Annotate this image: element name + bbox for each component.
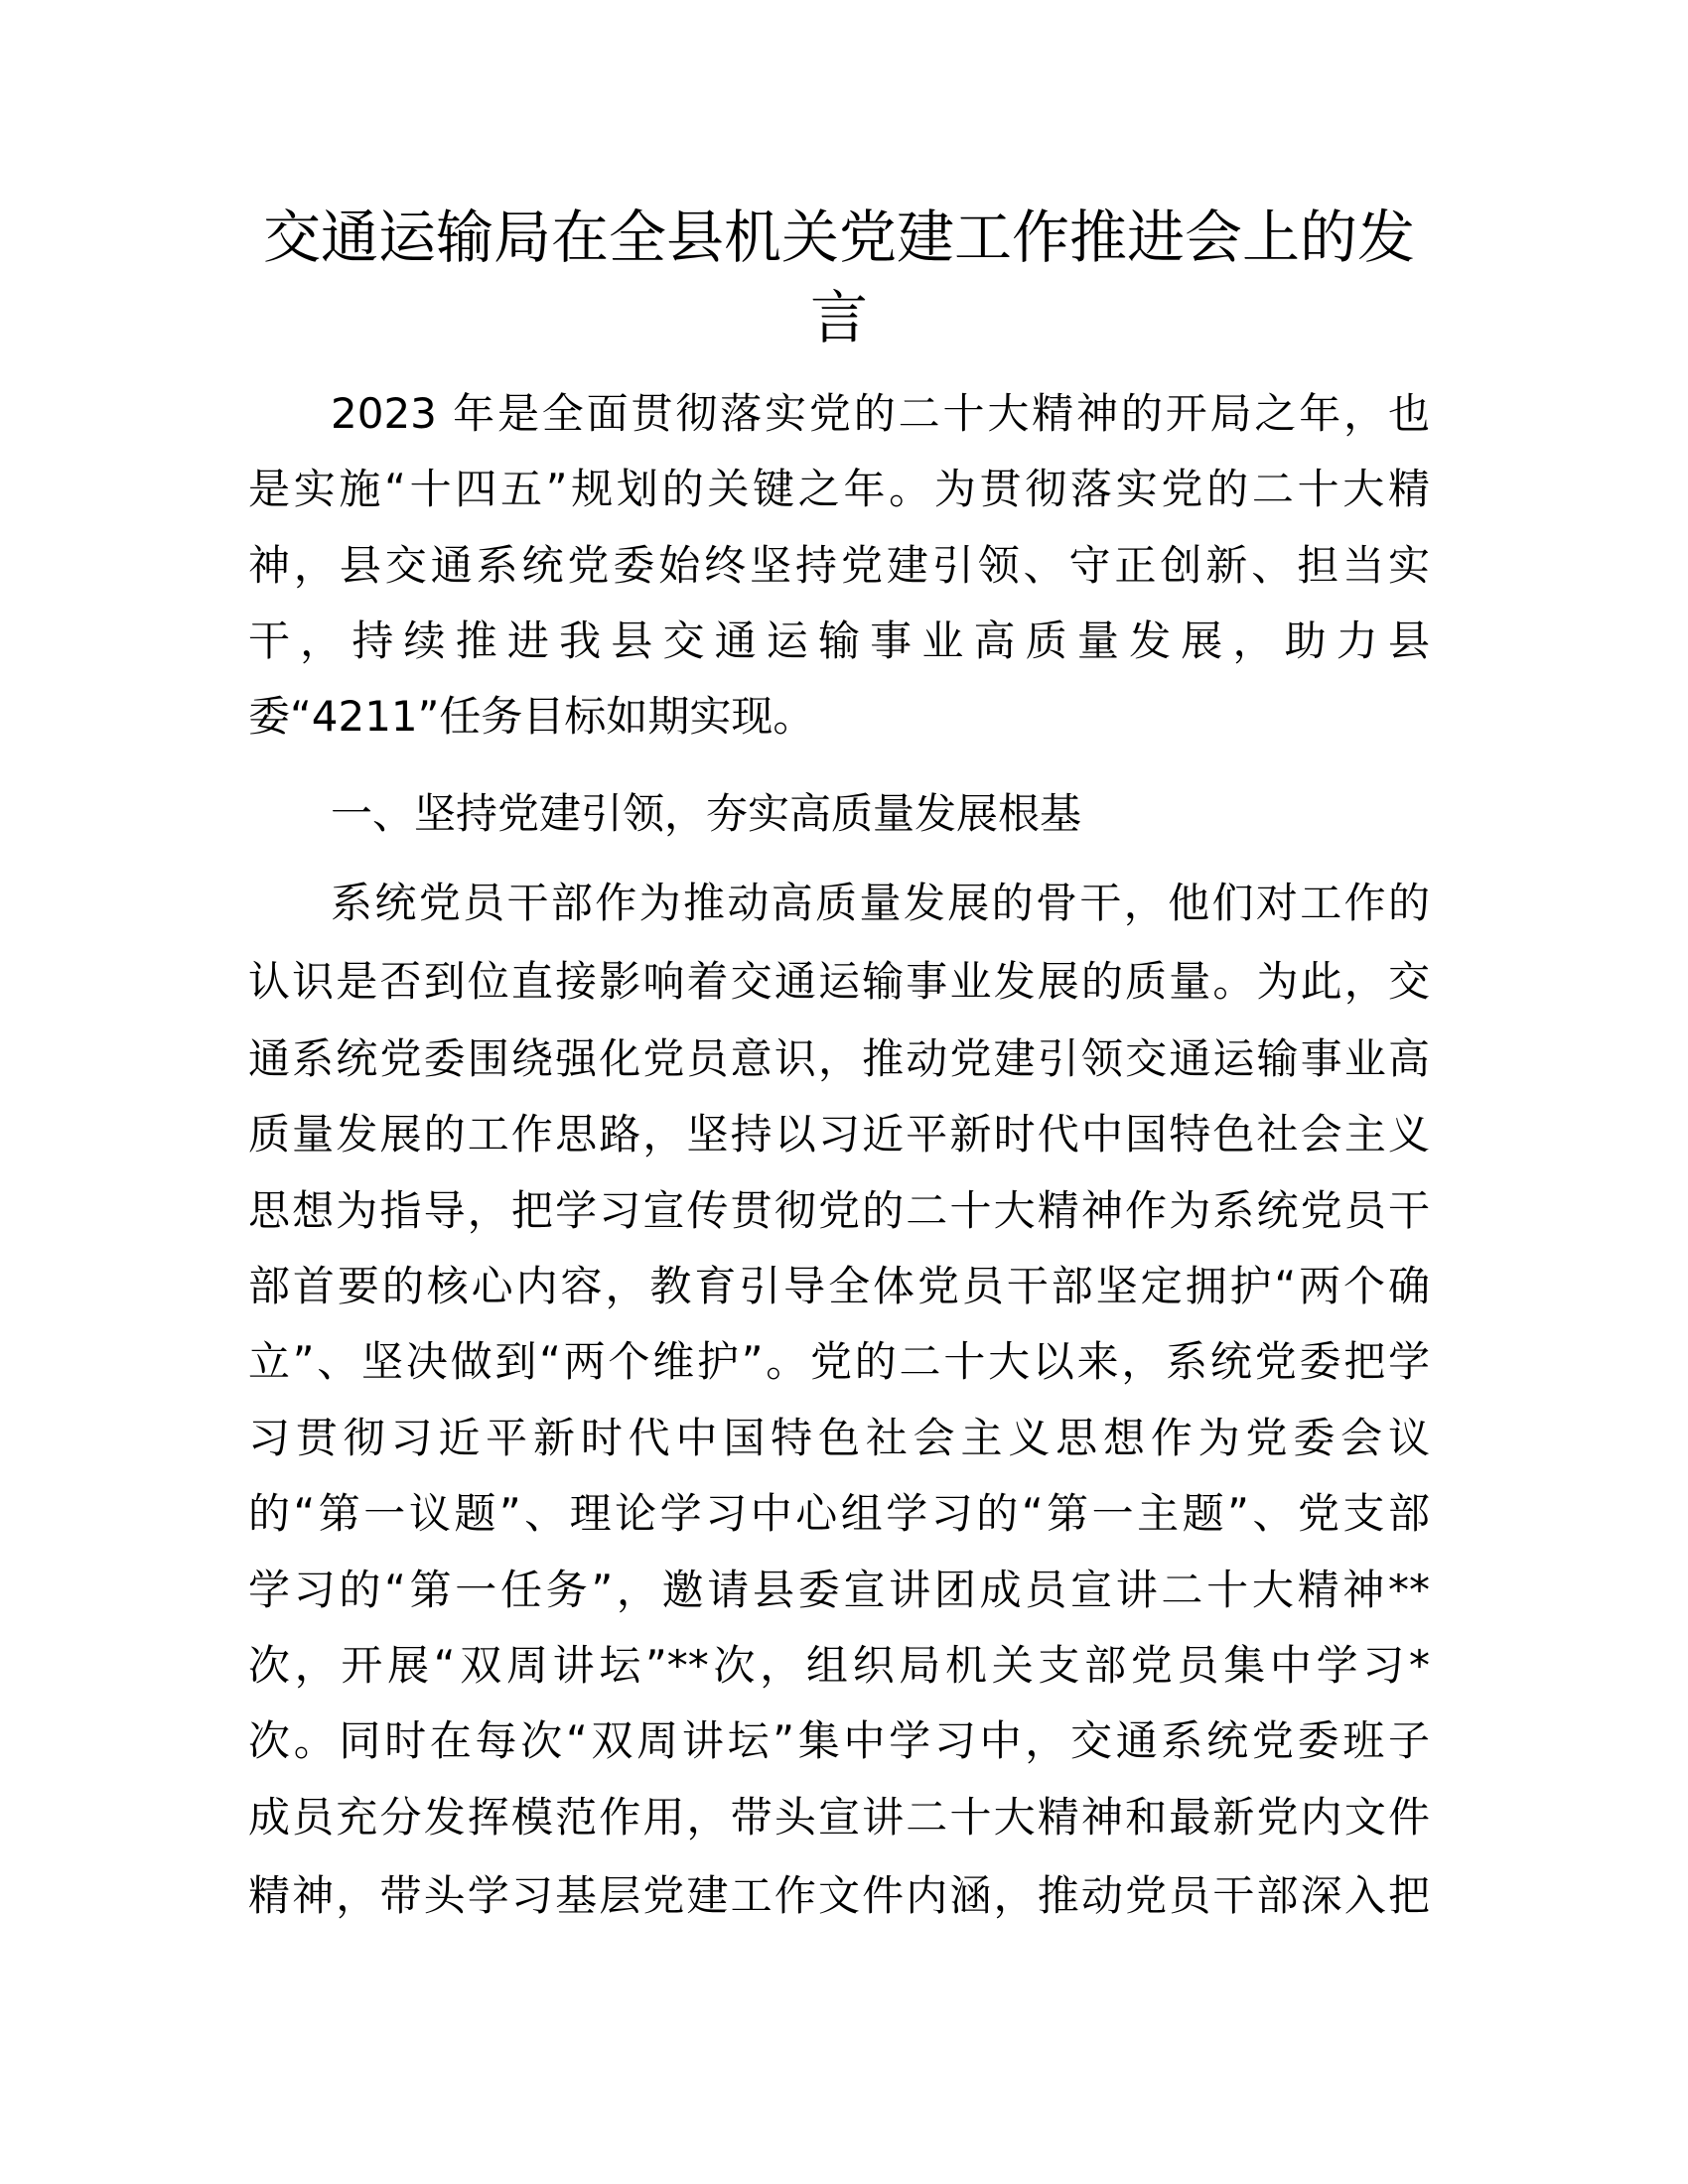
paragraph-line: 系统党员干部作为推动高质量发展的骨干，他们对工作的 [331, 879, 1430, 927]
paragraph-line: 次，开展“双周讲坛”**次，组织局机关支部党员集中学习* [248, 1641, 1430, 1690]
paragraph-line: 是实施“十四五”规划的关键之年。为贯彻落实党的二十大精 [248, 465, 1430, 513]
paragraph-line: 认识是否到位直接影响着交通运输事业发展的质量。为此，交 [248, 957, 1430, 1006]
paragraph-line: 学习的“第一任务”，邀请县委宣讲团成员宣讲二十大精神** [248, 1566, 1430, 1614]
paragraph-line: 习贯彻习近平新时代中国特色社会主义思想作为党委会议 [248, 1414, 1430, 1462]
paragraph-line: 干，持续推进我县交通运输事业高质量发展，助力县 [248, 616, 1430, 665]
paragraph-line: 精神，带头学习基层党建工作文件内涵，推动党员干部深入把 [248, 1871, 1430, 1920]
paragraph-line: 通系统党委围绕强化党员意识，推动党建引领交通运输事业高 [248, 1034, 1430, 1083]
paragraph-line: 2023 年是全面贯彻落实党的二十大精神的开局之年，也 [331, 389, 1430, 438]
document-title-line-1: 交通运输局在全县机关党建工作推进会上的发 [262, 204, 1415, 271]
paragraph-line: 质量发展的工作思路，坚持以习近平新时代中国特色社会主义 [248, 1110, 1430, 1159]
paragraph-line: 的“第一议题”、理论学习中心组学习的“第一主题”、党支部 [248, 1489, 1430, 1538]
paragraph-line: 立”、坚决做到“两个维护”。党的二十大以来，系统党委把学 [248, 1337, 1430, 1386]
paragraph-line: 神，县交通系统党委始终坚持党建引领、守正创新、担当实 [248, 541, 1430, 590]
paragraph-line: 委“4211”任务目标如期实现。 [248, 692, 815, 741]
paragraph-line: 思想为指导，把学习宣传贯彻党的二十大精神作为系统党员干 [248, 1186, 1430, 1235]
document-title-line-2: 言 [809, 284, 868, 351]
paragraph-line: 次。同时在每次“双周讲坛”集中学习中，交通系统党委班子 [248, 1716, 1430, 1765]
section-heading: 一、坚持党建引领，夯实高质量发展根基 [331, 789, 1082, 838]
paragraph-line: 成员充分发挥模范作用，带头宣讲二十大精神和最新党内文件 [248, 1793, 1430, 1842]
paragraph-line: 部首要的核心内容，教育引导全体党员干部坚定拥护“两个确 [248, 1262, 1430, 1310]
